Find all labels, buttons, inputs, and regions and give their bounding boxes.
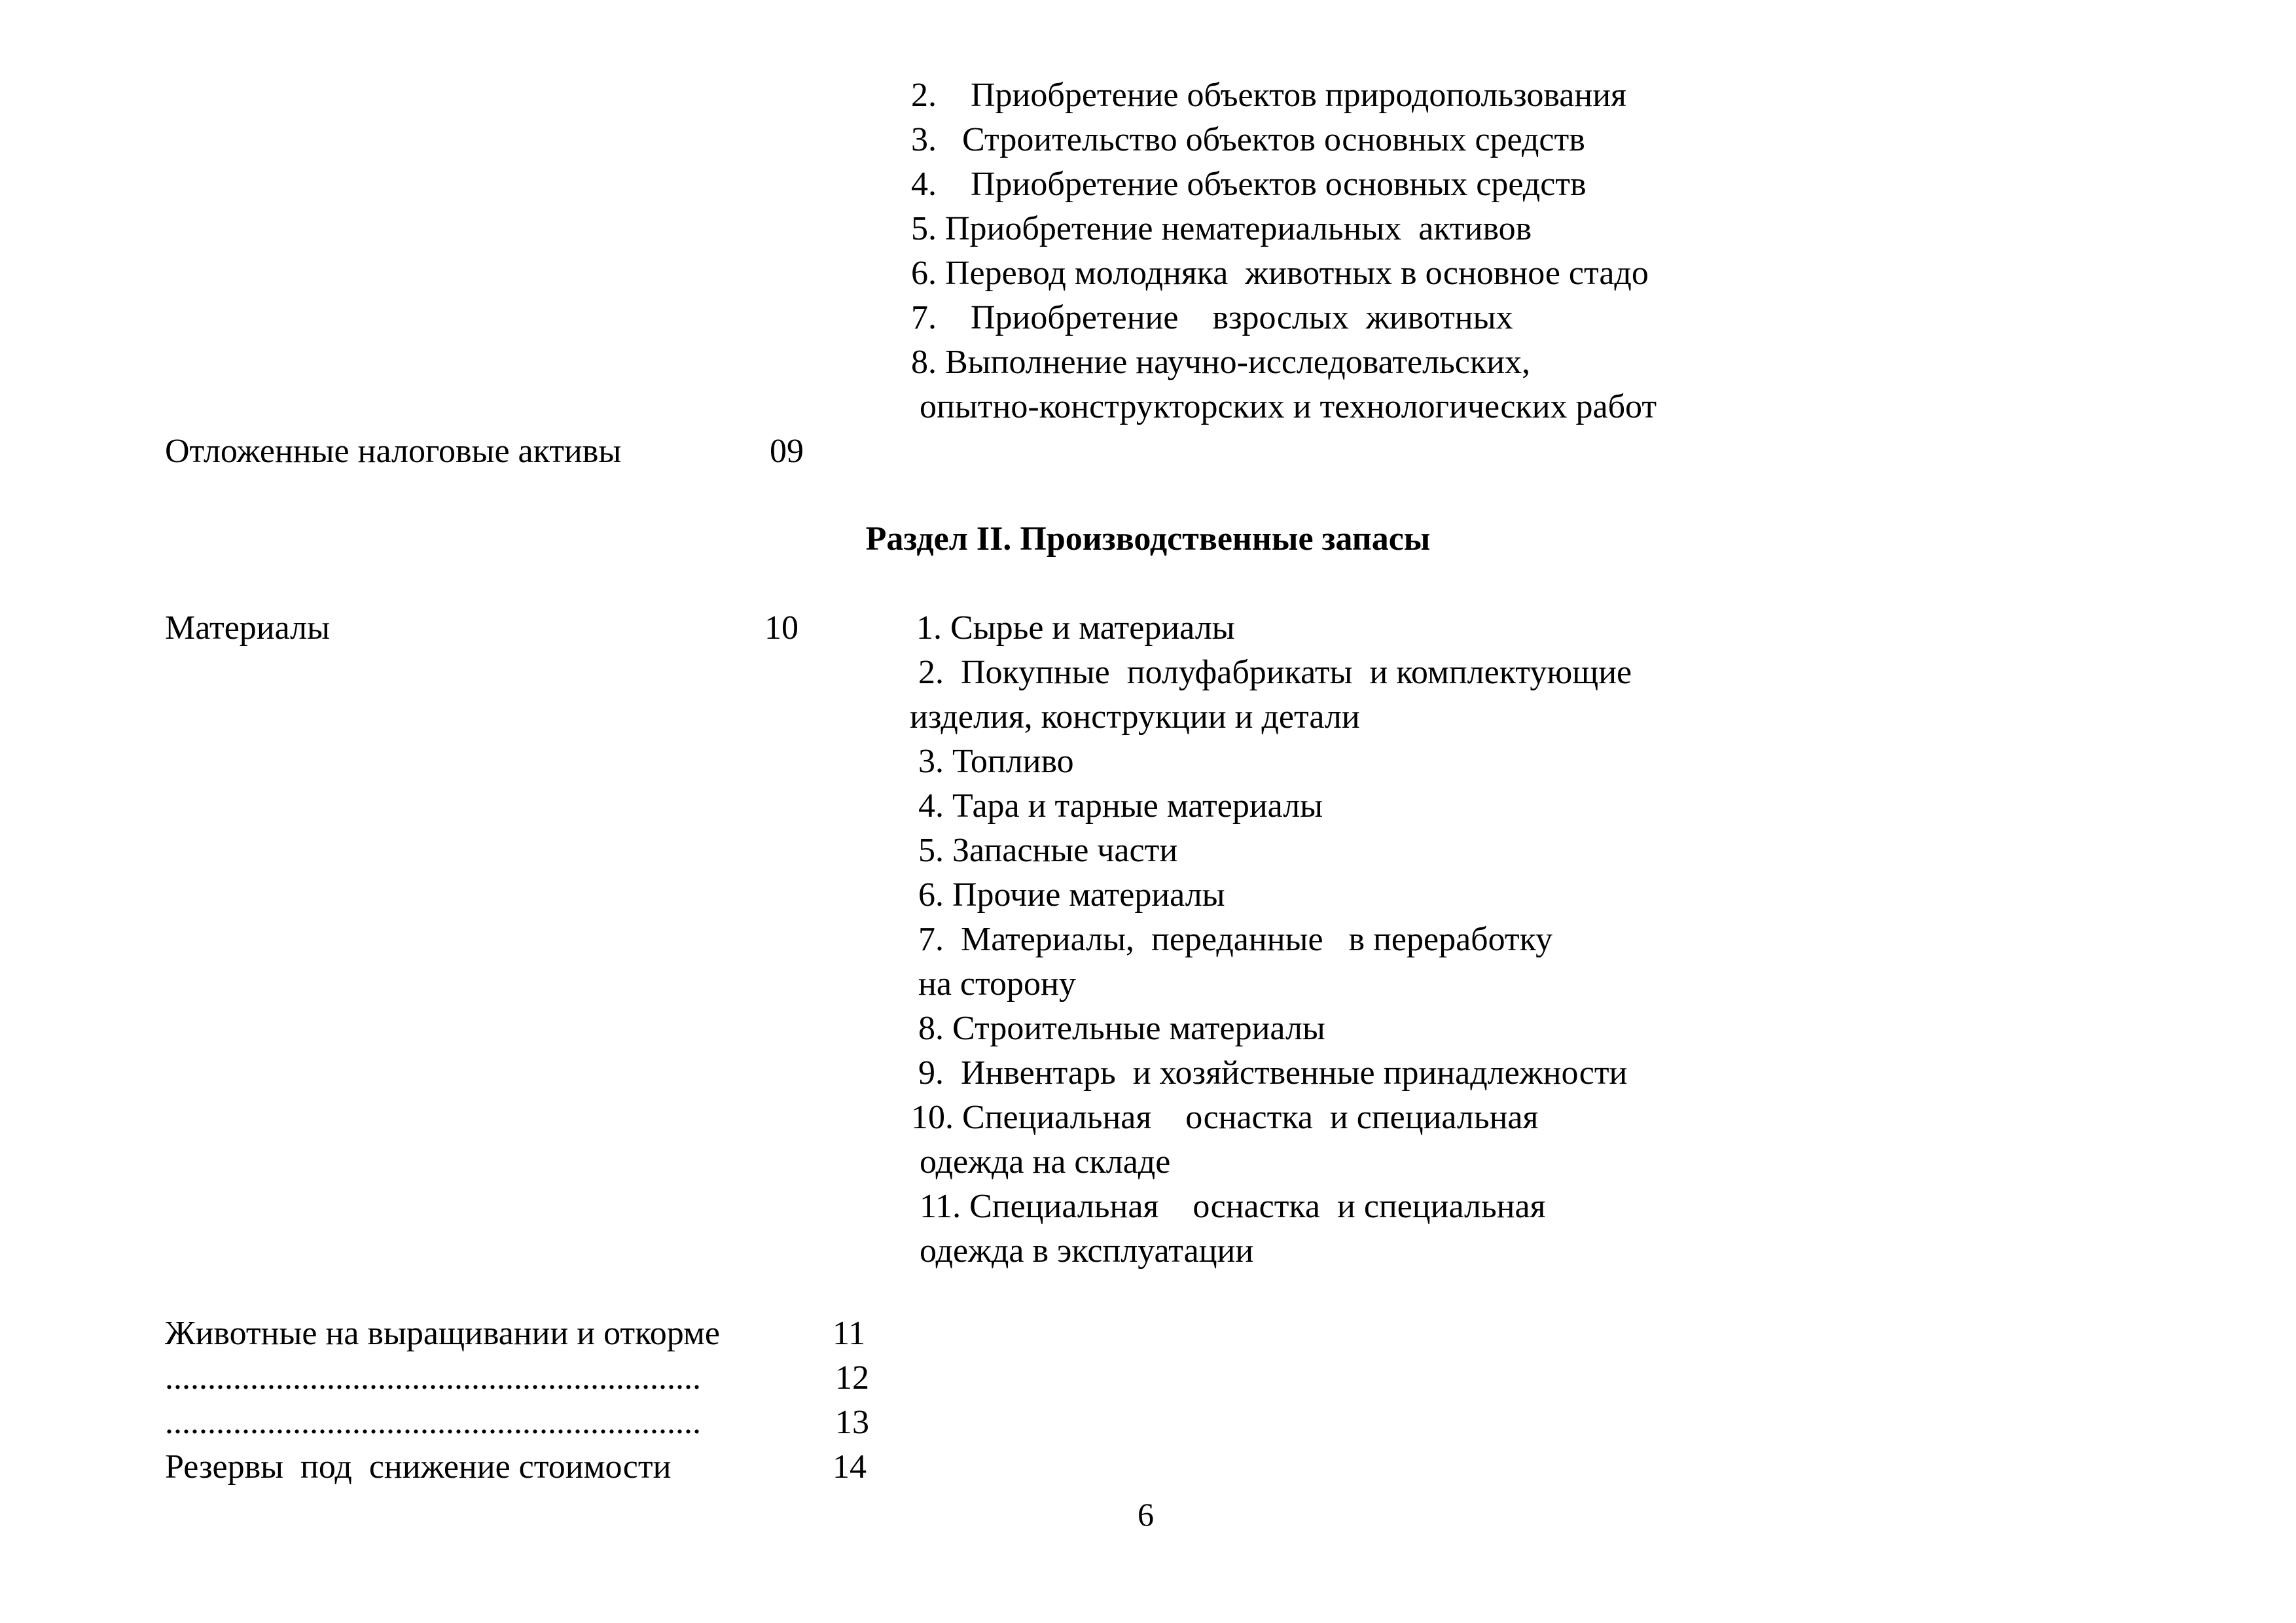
subaccount-item: 2. Покупные полуфабрикаты и комплектующие [910,654,1632,691]
account-label: ............................................................... [165,1404,701,1441]
subaccount-item: 8. Строительные материалы [910,1010,1325,1047]
list-item: 7. Приобретение взрослых животных [911,299,1513,336]
list-item: 8. Выполнение научно-исследовательских, [911,344,1530,381]
subaccount-item: 9. Инвентарь и хозяйственные принадлежности [910,1054,1628,1092]
subaccount-item: одежда на складе [911,1143,1171,1181]
account-code-materials: 10 [764,609,798,647]
subaccount-item: одежда в эксплуатации [911,1232,1254,1270]
list-item: 6. Перевод молодняка животных в основное стадо [911,255,1649,292]
account-label: Животные на выращивании и откорме [165,1315,720,1352]
subaccount-item: 7. Материалы, переданные в переработку [910,921,1553,958]
list-item: 2. Приобретение объектов природопользования [911,77,1626,114]
list-item: 3. Строительство объектов основных средств [911,121,1585,158]
subaccount-item: 11. Специальная оснастка и специальная [911,1188,1546,1225]
account-code: 13 [835,1404,869,1441]
account-label: ............................................................... [165,1359,701,1397]
account-code-deferred-tax: 09 [770,433,804,470]
page-number: 6 [1138,1496,1154,1533]
account-code: 12 [835,1359,869,1397]
account-code: 11 [833,1315,866,1352]
account-code: 14 [833,1448,867,1486]
subaccount-item: 5. Запасные части [910,832,1178,869]
subaccount-item: изделия, конструкции и детали [910,698,1360,736]
subaccount-item: 1. Сырье и материалы [916,609,1235,647]
account-label: Резервы под снижение стоимости [165,1448,672,1486]
subaccount-item: 3. Топливо [910,743,1074,780]
account-label-materials: Материалы [165,609,331,647]
subaccount-item: 6. Прочие материалы [910,876,1225,914]
subaccount-item: на сторону [910,965,1076,1003]
list-item: 5. Приобретение нематериальных активов [911,210,1532,247]
section-title: Раздел II. Производственные запасы [865,520,1431,558]
account-label-deferred-tax: Отложенные налоговые активы [165,433,622,470]
list-item: 4. Приобретение объектов основных средств [911,166,1587,203]
list-item: опытно-конструкторских и технологических работ [911,388,1657,425]
subaccount-item: 10. Специальная оснастка и специальная [911,1099,1539,1136]
subaccount-item: 4. Тара и тарные материалы [910,787,1323,825]
